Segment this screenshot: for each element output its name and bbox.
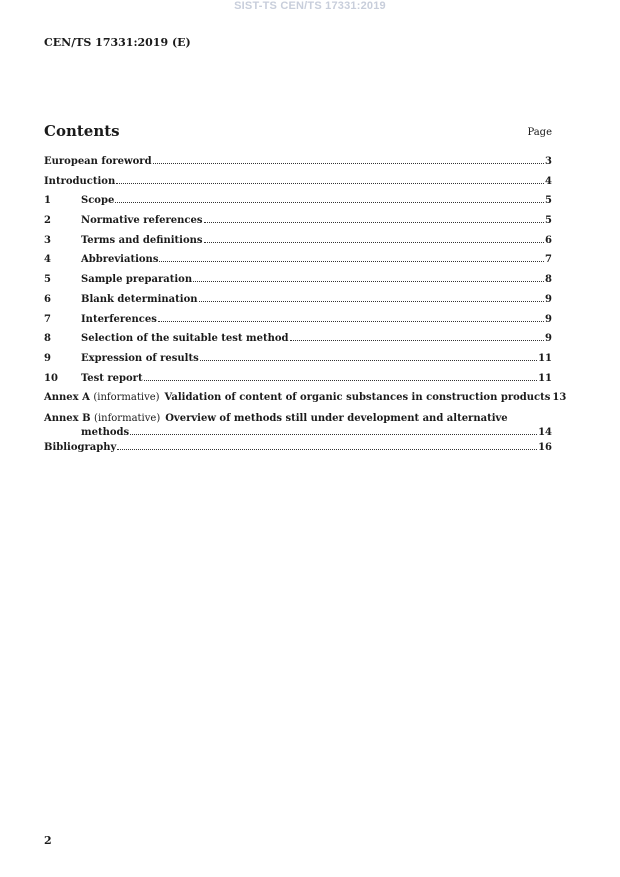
- toc-entry-label: Overview of methods still under development and alternative: [165, 412, 508, 424]
- toc-entry-abbreviations[interactable]: [44, 254, 552, 274]
- dot-leader: [290, 340, 545, 341]
- toc-entry-annex-b[interactable]: [44, 412, 552, 438]
- toc-entry-label: European foreword: [44, 156, 152, 167]
- toc-entry-label: Scope: [81, 195, 115, 207]
- toc-entry-page: 5: [545, 195, 552, 207]
- toc-entry-number: 4: [44, 254, 51, 266]
- annex-type: (informative): [93, 392, 160, 404]
- toc-entry-number: 1: [44, 195, 51, 207]
- toc-entry-label: Expression of results: [81, 352, 199, 364]
- toc-entry-terms-and-definitions[interactable]: [44, 235, 552, 255]
- toc-entry-number: 3: [44, 234, 51, 246]
- page-number: 2: [44, 834, 52, 847]
- toc-entry-label: Blank determination: [81, 293, 198, 305]
- toc-entry-page: 4: [545, 175, 552, 187]
- toc-entry-number: 2: [44, 215, 51, 227]
- toc-entry-number: 9: [44, 352, 51, 364]
- dot-leader: [199, 301, 545, 302]
- toc-entry-page: 16: [538, 441, 552, 453]
- toc-entry-label: Validation of content of organic substances in construction products: [164, 392, 551, 404]
- toc-entry-page: 11: [538, 352, 552, 364]
- toc-entry-label: Bibliography: [44, 441, 117, 453]
- toc-entry-page: 9: [545, 293, 552, 305]
- toc-entry-page: 14: [538, 426, 552, 438]
- toc-entry-page: 11: [538, 372, 552, 384]
- toc-entry-number: 6: [44, 293, 51, 305]
- toc-entry-page: 7: [545, 254, 552, 266]
- toc-entry-european-foreword[interactable]: [44, 156, 552, 176]
- toc-entry-label: Terms and definitions: [81, 234, 203, 246]
- table-of-contents: [44, 156, 567, 462]
- toc-entry-test-report[interactable]: [44, 373, 552, 393]
- toc-entry-page: 5: [545, 215, 552, 227]
- watermark: SIST-TS CEN/TS 17331:2019: [234, 0, 386, 12]
- toc-entry-bibliography[interactable]: [44, 442, 552, 462]
- dot-leader: [153, 163, 544, 164]
- toc-entry-label: Normative references: [81, 215, 203, 227]
- toc-entry-number: 8: [44, 333, 51, 345]
- toc-entry-label: Interferences: [81, 313, 157, 325]
- toc-entry-label: Selection of the suitable test method: [81, 333, 289, 345]
- toc-entry-number: 5: [44, 274, 51, 286]
- dot-leader: [193, 281, 544, 282]
- toc-entry-sample-preparation[interactable]: [44, 274, 552, 294]
- toc-entry-expression-of-results[interactable]: [44, 353, 552, 373]
- page-column-label: Page: [527, 127, 552, 138]
- toc-entry-number: 10: [44, 372, 58, 384]
- toc-entry-label: Introduction: [44, 175, 116, 187]
- contents-heading: Contents: [44, 122, 120, 140]
- annex-letter: Annex A: [44, 392, 90, 404]
- toc-entry-annex-a[interactable]: [44, 392, 567, 412]
- dot-leader: [204, 222, 545, 223]
- toc-entry-label: Abbreviations: [81, 254, 159, 266]
- document-id: CEN/TS 17331:2019 (E): [44, 36, 191, 49]
- annex-letter: Annex B: [44, 412, 91, 424]
- toc-entry-label: Sample preparation: [81, 274, 193, 286]
- dot-leader: [200, 360, 537, 361]
- toc-entry-page: 3: [545, 156, 552, 167]
- toc-entry-page: 6: [545, 234, 552, 246]
- toc-entry-label: Test report: [81, 372, 143, 384]
- annex-prefix: [44, 413, 160, 424]
- toc-entry-page: 9: [545, 313, 552, 325]
- dot-leader: [116, 183, 544, 184]
- toc-entry-interferences[interactable]: [44, 314, 552, 334]
- dot-leader: [115, 202, 544, 203]
- toc-entry-page: 13: [552, 392, 567, 404]
- toc-entry-introduction[interactable]: [44, 176, 552, 196]
- toc-entry-number: 7: [44, 313, 51, 325]
- dot-leader: [204, 242, 545, 243]
- toc-entry-scope[interactable]: [44, 195, 552, 215]
- toc-entry-normative-references[interactable]: [44, 215, 552, 235]
- dot-leader: [117, 449, 537, 450]
- toc-entry-selection-of-test-method[interactable]: [44, 333, 552, 353]
- dot-leader: [158, 321, 544, 322]
- annex-title-continuation: [44, 427, 552, 438]
- toc-entry-blank-determination[interactable]: [44, 294, 552, 314]
- annex-prefix: [44, 392, 160, 403]
- toc-entry-page: 9: [545, 333, 552, 345]
- toc-entry-page: 8: [545, 274, 552, 286]
- dot-leader: [144, 380, 538, 381]
- dot-leader: [130, 434, 537, 435]
- toc-entry-label-continued: methods: [81, 426, 130, 438]
- annex-type: (informative): [94, 412, 161, 424]
- dot-leader: [159, 261, 544, 262]
